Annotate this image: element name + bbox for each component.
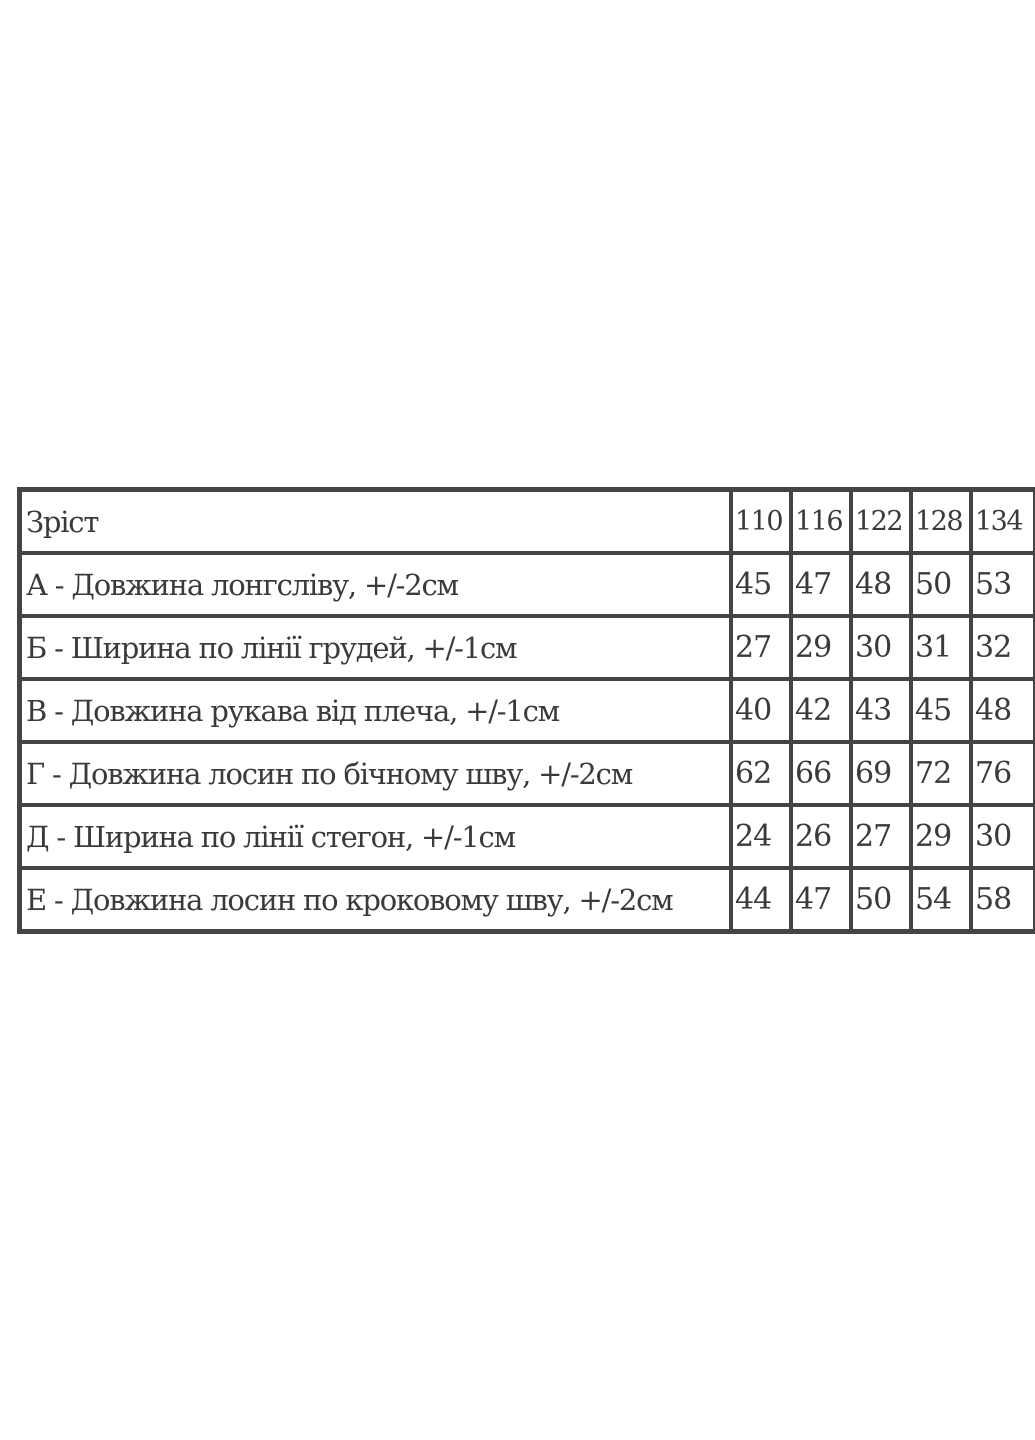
measurement-value: 66	[791, 742, 851, 805]
measurement-value: 45	[731, 553, 791, 616]
measurement-value: 27	[851, 805, 911, 868]
measurement-value: 40	[731, 679, 791, 742]
measurement-label: Е - Довжина лосин по кроковому шву, +/-2см	[20, 868, 731, 931]
measurement-value: 24	[731, 805, 791, 868]
size-header-cell: 134	[971, 490, 1035, 553]
measurement-value: 43	[851, 679, 911, 742]
size-header-cell: 110	[731, 490, 791, 553]
measurement-value: 26	[791, 805, 851, 868]
measurement-label: А - Довжина лонгсліву, +/-2см	[20, 553, 731, 616]
measurement-value: 62	[731, 742, 791, 805]
measurement-value: 50	[911, 553, 971, 616]
table-header-row	[20, 490, 1035, 553]
measurement-value: 30	[971, 805, 1035, 868]
measurement-value: 50	[851, 868, 911, 931]
measurement-label: В - Довжина рукава від плеча, +/-1см	[20, 679, 731, 742]
measurement-value: 48	[971, 679, 1035, 742]
measurement-value: 29	[911, 805, 971, 868]
table-row	[20, 805, 1035, 868]
measurement-value: 53	[971, 553, 1035, 616]
size-chart-table	[17, 487, 1035, 934]
measurement-value: 31	[911, 616, 971, 679]
table-row	[20, 616, 1035, 679]
measurement-value: 45	[911, 679, 971, 742]
table-row	[20, 868, 1035, 931]
table-row	[20, 742, 1035, 805]
size-header-cell: 128	[911, 490, 971, 553]
measurement-value: 32	[971, 616, 1035, 679]
measurement-value: 47	[791, 553, 851, 616]
measurement-value: 47	[791, 868, 851, 931]
table-row	[20, 679, 1035, 742]
table-row	[20, 553, 1035, 616]
measurement-value: 30	[851, 616, 911, 679]
size-header-cell: 122	[851, 490, 911, 553]
measurement-value: 69	[851, 742, 911, 805]
measurement-value: 54	[911, 868, 971, 931]
measurement-label: Б - Ширина по лінії грудей, +/-1см	[20, 616, 731, 679]
size-header-cell: 116	[791, 490, 851, 553]
measurement-label: Д - Ширина по лінії стегон, +/-1см	[20, 805, 731, 868]
measurement-value: 29	[791, 616, 851, 679]
measurement-value: 72	[911, 742, 971, 805]
measurement-value: 76	[971, 742, 1035, 805]
measurement-value: 42	[791, 679, 851, 742]
measurement-value: 44	[731, 868, 791, 931]
measurement-value: 27	[731, 616, 791, 679]
measurement-label: Г - Довжина лосин по бічному шву, +/-2см	[20, 742, 731, 805]
measurement-value: 58	[971, 868, 1035, 931]
height-header-label: Зріст	[20, 490, 731, 553]
measurement-value: 48	[851, 553, 911, 616]
